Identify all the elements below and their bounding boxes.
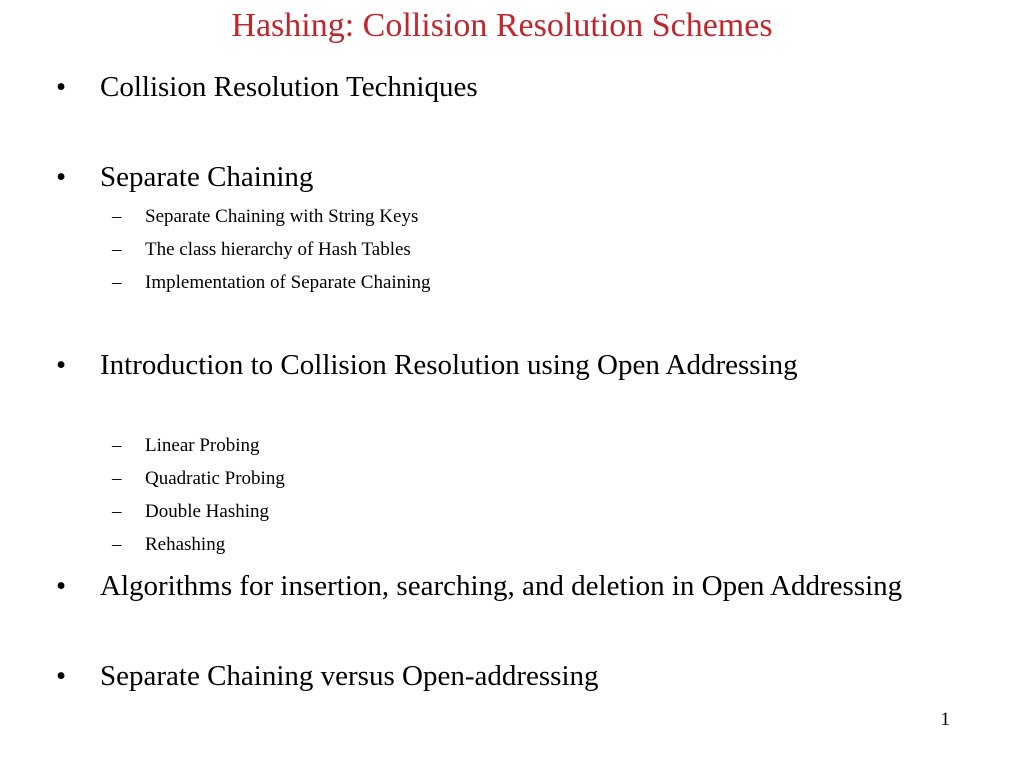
sub-item-class-hierarchy — [112, 237, 912, 263]
bullet-marker: • — [56, 570, 67, 602]
bullet-marker: • — [56, 660, 67, 692]
page-number: 1 — [940, 709, 950, 730]
dash-marker: – — [112, 534, 122, 555]
sub-item-implementation-separate-chaining — [112, 270, 912, 296]
sub-item-text: Separate Chaining with String Keys — [145, 206, 419, 227]
bullet-marker: • — [56, 161, 67, 193]
bullet-text: Introduction to Collision Resolution using Open Addressing — [100, 349, 798, 381]
sub-item-quadratic-probing — [112, 466, 912, 492]
dash-marker: – — [112, 239, 122, 260]
dash-marker: – — [112, 272, 122, 293]
sub-item-text: Implementation of Separate Chaining — [145, 272, 431, 293]
sub-item-separate-chaining-string-keys — [112, 204, 912, 230]
sub-item-rehashing — [112, 532, 912, 558]
slide-title: Hashing: Collision Resolution Schemes — [231, 7, 773, 44]
bullet-text: Collision Resolution Techniques — [100, 71, 478, 103]
sub-item-linear-probing — [112, 433, 912, 459]
bullet-marker: • — [56, 349, 67, 381]
dash-marker: – — [112, 501, 122, 522]
sub-item-text: Double Hashing — [145, 501, 270, 522]
bullet-open-addressing-intro — [56, 345, 816, 386]
dash-marker: – — [112, 435, 122, 456]
sub-item-double-hashing — [112, 499, 912, 525]
bullet-separate-chaining — [56, 157, 956, 198]
dash-marker: – — [112, 468, 122, 489]
sub-item-text: Quadratic Probing — [145, 468, 285, 489]
bullet-text: Separate Chaining — [100, 161, 314, 193]
sub-item-text: Linear Probing — [145, 435, 260, 456]
bullet-chaining-vs-open-addressing — [56, 656, 956, 697]
bullet-text: Separate Chaining versus Open-addressing — [100, 660, 599, 692]
sub-item-text: Rehashing — [145, 534, 226, 555]
bullet-collision-resolution-techniques — [56, 67, 956, 108]
sub-item-text: The class hierarchy of Hash Tables — [145, 239, 411, 260]
bullet-text: Algorithms for insertion, searching, and deletion in Open Addressing — [100, 570, 903, 602]
bullet-algorithms-open-addressing — [56, 566, 936, 607]
dash-marker: – — [112, 206, 122, 227]
bullet-marker: • — [56, 71, 67, 103]
